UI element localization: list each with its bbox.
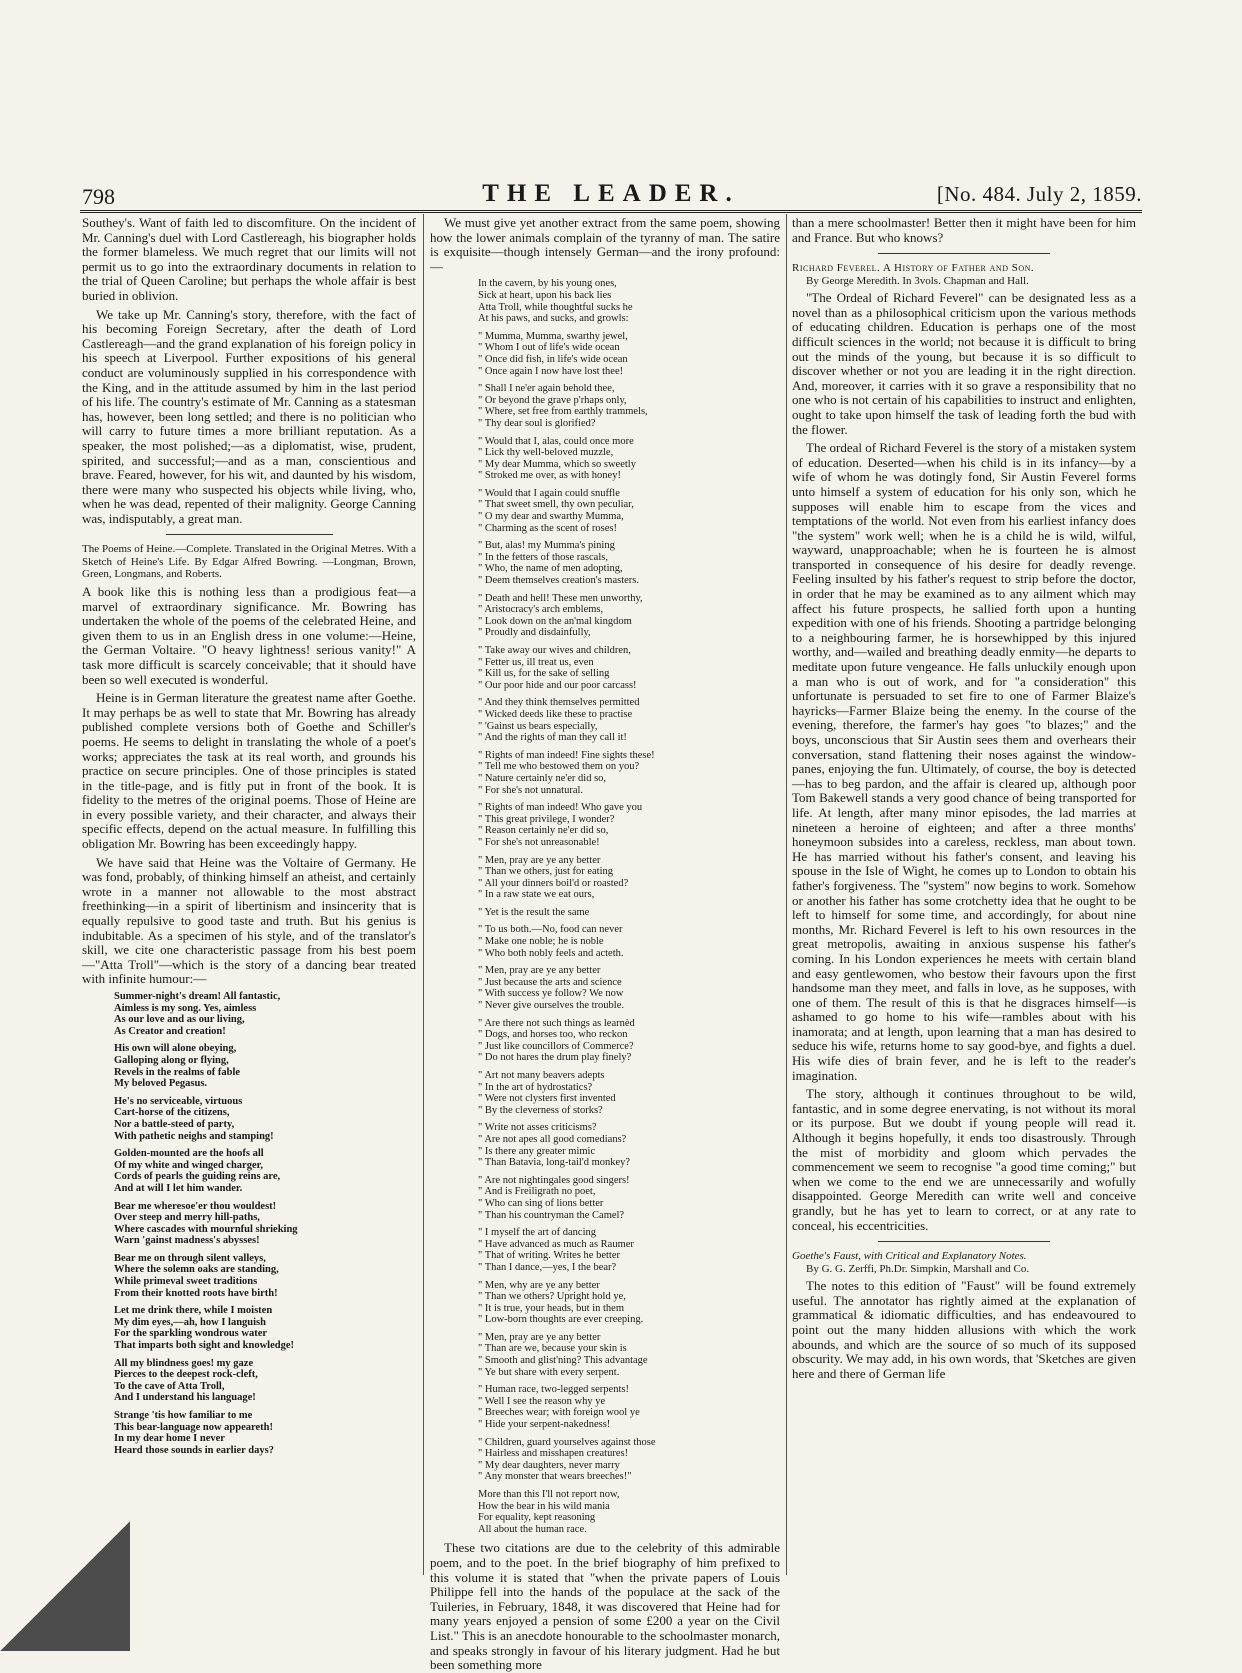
verse-line: " Thy dear soul is glorified? [478, 417, 596, 429]
verse-line: " Wicked deeds like these to practise [478, 708, 633, 720]
verse-line: Of my white and winged charger, [114, 1159, 263, 1171]
verse-line: " It is true, your heads, but in them [478, 1302, 625, 1314]
verse-line: " Would that I, alas, could once more [478, 435, 634, 447]
stanza [114, 1148, 416, 1194]
verse-line: " With success ye follow? We now [478, 988, 624, 1000]
stanza [478, 1280, 780, 1326]
stanza [478, 593, 780, 639]
verse-line: " Human race, two-legged serpents! [478, 1384, 629, 1396]
verse-line: " To us both.—No, food can never [478, 924, 623, 936]
verse-line: " Kill us, for the sake of selling [478, 668, 610, 680]
verse-line: " Are there not such things as learnèd [478, 1017, 635, 1029]
paragraph: than a mere schoolmaster! Better then it might have been for him and France. But who knows? [792, 215, 1136, 245]
verse-line: " Look down on the an'mal kingdom [478, 615, 632, 627]
verse-line: " In the fetters of those rascals, [478, 551, 608, 563]
verse-line: " Than I dance,—yes, I the bear? [478, 1261, 617, 1273]
verse-line: As Creator and creation! [114, 1025, 226, 1037]
stanza [478, 924, 780, 959]
review-heading: The Poems of Heine.—Complete. Translated in the Original Metres. With a Sketch of Heine's Life. By Edgar Alfred Bowring. —Longman, Brown, Green, Longmans, and Roberts. [82, 543, 416, 581]
column-2 [430, 215, 780, 1673]
verse-line: " Take away our wives and children, [478, 645, 631, 656]
verse-line: In the cavern, by his young ones, [478, 278, 617, 290]
verse-line: Strange 'tis how familiar to me [114, 1410, 253, 1421]
paragraph: We take up Mr. Canning's story, therefore, with the fact of his becoming Foreign Secretary, after the death of Lord Castlereagh—and the grand explanation of his foreign policy in his speech at Liverpool. Further expositions of his general conduct are voluminously supplied in his correspondence with the King, and in the attitude assumed by him in the last period of his life. The country's estimate of Mr. Canning as a statesman has, however, been long settled; and there is no politician who will carry to future times a more brilliant reputation. As a speaker, the most polished;—as a diplomatist, wise, prudent, spirited, and successful;—and as a man, conscientious and brave. Feared, however, for his wit, and daunted by his wisdom, there were many who suspected his objects while living, who, when he was dead, repented of their malignity. George Canning was, indisputably, a great man. [82, 306, 416, 526]
verse-line: For equality, kept reasoning [478, 1512, 596, 1524]
verse-line: " Low-born thoughts are ever creeping. [478, 1314, 644, 1326]
verse-line: " Were not clysters first invented [478, 1093, 616, 1105]
verse-line: In my dear home I never [114, 1433, 225, 1445]
verse-line: " Yet is the result the same [478, 906, 590, 918]
verse-line: At his paws, and sucks, and growls: [478, 313, 629, 325]
verse-line: Galloping along or flying, [114, 1054, 229, 1066]
column-divider [786, 214, 787, 1575]
verse-line: " Rights of man indeed! Who gave you [478, 802, 643, 814]
verse-line: " This great privilege, I wonder? [478, 813, 615, 825]
masthead: THE LEADER. [482, 180, 740, 207]
verse-line: " Whom I out of life's wide ocean [478, 342, 620, 354]
paragraph: A book like this is nothing less than a prodigious feat—a marvel of extraordinary significance. Mr. Bowring has undertaken the whole of the poems of the celebrated Heine, and given them to us in an English dress in one volume:—Heine, the German Voltaire. "O heavy lightness! serious vanity!" A task more difficult is scarcely conceivable; that it should have been so well executed is wonderful. [82, 583, 416, 687]
verse-line: Nor a battle-steed of party, [114, 1118, 235, 1130]
paragraph: Southey's. Want of faith led to discomfiture. On the incident of Mr. Canning's duel with Lord Castlereagh, his biographer holds the former blameless. We much regret that our limits will not permit us to go into the extraordinary documents in relation to the trial of Queen Caroline; but perhaps the whole affair is best buried in oblivion. [82, 215, 416, 303]
verse-line: " And is Freiligrath no poet, [478, 1186, 596, 1198]
verse-line: Cords of pearls the guiding reins are, [114, 1171, 281, 1183]
stanza [478, 1384, 780, 1430]
verse-line: Golden-mounted are the hoofs all [114, 1148, 264, 1160]
verse-line: " Stroked me over, as with honey! [478, 470, 621, 482]
stanza [114, 1305, 416, 1351]
verse-line: " Tell me who bestowed them on you? [478, 761, 640, 773]
verse-line: " For she's not unreasonable! [478, 836, 600, 848]
paragraph: Heine is in German literature the greatest name after Goethe. It may perhaps be as well to state that Mr. Bowring has already published complete versions both of Goethe and Schiller's poems. He seems to delight in translating the whole of a poet's works; appreciates the task at its real worth, and grounds his practice on secure principles. One of those principles is stated in the title-page, and is fitly put in front of the book. It is fidelity to the metres of the original poems. Those of Heine are in every possible variety, and their character, and always their specific effects, depend on the actual measure. In fulfilling this obligation Mr. Bowring has been exceedingly happy. [82, 690, 416, 852]
verse-line: He's no serviceable, virtuous [114, 1095, 243, 1107]
verse-line: Atta Troll, while thoughtful sucks he [478, 301, 633, 313]
verse-line: All about the human race. [478, 1523, 587, 1535]
verse-line: From their knotted roots have birth! [114, 1287, 278, 1299]
verse-line: " Ye but share with every serpent. [478, 1366, 620, 1378]
stanza [478, 1018, 780, 1064]
column-divider [423, 214, 424, 1575]
issue-info: [No. 484. July 2, 1859. [936, 182, 1142, 206]
verse-line: " Art not many beavers adepts [478, 1070, 605, 1081]
verse-line: " Shall I ne'er again behold thee, [478, 383, 615, 395]
verse-line: My beloved Pegasus. [114, 1078, 208, 1090]
verse-line: " Proudly and disdainfully, [478, 627, 591, 639]
poem-excerpt [430, 278, 780, 1535]
verse-line: " Men, pray are ye any better [478, 854, 601, 866]
review-subtitle: By G. G. Zerffi, Ph.Dr. Simpkin, Marshall and Co. [806, 1262, 1030, 1275]
stanza [478, 1489, 780, 1535]
verse-line: As our love and as our living, [114, 1014, 245, 1026]
verse-line: " Men, pray are ye any better [478, 965, 601, 977]
verse-line: " Rights of man indeed! Fine sights these! [478, 749, 655, 761]
verse-line: All my blindness goes! my gaze [114, 1357, 254, 1369]
verse-line: " Charming as the scent of roses! [478, 522, 618, 534]
paragraph: These two citations are due to the celebrity of this admirable poem, and to the poet. In the brief biography of him prefixed to this volume it is stated that "when the private papers of Louis Philippe fell into the hands of the populace at the sack of the Tuileries, in February, 1848, it was discovered that Heine had for many years enjoyed a pension of some £200 a year on the Civil List." This is an anecdote honourable to the schoolmaster monarch, and speaks strongly in favour of his literary judgment. Had he but been something more [430, 1540, 780, 1673]
stanza [478, 488, 780, 534]
stanza [478, 965, 780, 1011]
verse-line: " Deem themselves creation's masters. [478, 575, 640, 587]
column-3 [792, 216, 1136, 1575]
verse-line: " Children, guard yourselves against those [478, 1436, 656, 1448]
verse-line: " Is there any greater mimic [478, 1145, 596, 1157]
paragraph: The ordeal of Richard Feverel is the story of a mistaken system of education. Deserted—when his child is in its infancy—by a wife of whom he was dotingly fond, Sir Austin Feverel forms unto himself a system of education for his only son, which he supposes will enable him to escape from the vices and temptations of the world. Not even from his earliest infancy does "the system" work well; when he is a child he is wild, wilful, wayward, unapproachable; when he is fourteen he is almost transported in consequence of his desire for deadly revenge. Feeling insulted by his father's request to strip before the doctor, in order that he may be examined as to any ailment which may affect his future prospects, he sallied forth upon a hunting expedition with one of his friends. Shooting a partridge belonging to a neighbouring farmer, he is horsewhipped by this injured worthy, and—wailed and breathing deadly enmity—he departs to meditate upon future vengeance. He falls unluckily enough upon a man who is out of work, and for "a consideration" this unfortunate is persuaded to set fire to one of Farmer Blaize's hayricks—Farmer Blaize being the enemy. In the course of the evening, therefore, the farmer's hay goes "to blazes;" and the boys, unconscious that Sir Austin sees them and overhears their conversation, stand flattening their noses against the window-panes, enjoying the fun. Ultimately, of course, the boy is detected—has to beg pardon, and the affair is cleared up, although poor Tom Bakewell stands a very good chance of being transported for life. At length, after many minor episodes, the lad marries at nineteen a heroine of eighteen; and after a three months' honeymoon subsides into a careless, reckless, man about town. He has married without his father's consent, and leaving his spouse in the Isle of Wight, he comes up to London to obtain his father's forgiveness. The "system" now begins to work. Somehow or another his father has some crotchetty idea that he ought to be left to himself for some time, and accordingly, for about nine months, Mr. Richard Feverel is left to his own resources in the great metropolis, awaiting in anxious suspense his father's coming. In his London experiences he meets with certain bland and easy gentlewomen, who bestow their favours upon the first handsome man they meet, and falls in love, as he supposes, with one of them. The result of this is that he disgraces himself—is ashamed to go home to his wife—rambles about with his inamorata; and at length, upon learning that a man has desired to seduce his wife, returns home to say good-bye, and fights a duel. His wife dies of brain fever, and he is left to the reader's imagination. [792, 440, 1136, 1083]
stanza [478, 540, 780, 586]
verse-line: " And the rights of man they call it! [478, 732, 627, 744]
stanza [478, 697, 780, 743]
verse-line: With pathetic neighs and stamping! [114, 1130, 274, 1142]
stanza [478, 1227, 780, 1273]
verse-line: " Who, the name of men adopting, [478, 563, 623, 575]
verse-line: " Smooth and glist'ning? This advantage [478, 1355, 648, 1367]
stanza [478, 907, 780, 919]
verse-line: " Mumma, Mumma, swarthy jewel, [478, 330, 628, 342]
scan-corner-shadow [0, 1521, 130, 1651]
verse-line: " Dogs, and horses too, who reckon [478, 1029, 628, 1041]
stanza [114, 1358, 416, 1404]
review-title: Richard Feverel. A History of Father and Son. [792, 262, 1035, 275]
verse-line: " O my dear and swarthy Mumma, [478, 511, 624, 523]
review-subtitle: By George Meredith. In 3vols. Chapman and Hall. [806, 274, 1029, 287]
verse-line: That imparts both sight and knowledge! [114, 1340, 294, 1352]
verse-line: " Than are we, because your skin is [478, 1343, 627, 1355]
verse-line: Warn 'gainst madness's abysses! [114, 1235, 260, 1247]
verse-line: Pierces to the deepest rock-cleft, [114, 1369, 258, 1381]
verse-line: This bear-language now appeareth! [114, 1421, 273, 1433]
section-divider [166, 534, 333, 535]
verse-line: " My dear daughters, never marry [478, 1459, 620, 1471]
section-divider [878, 253, 1050, 254]
verse-line: My dim eyes,—ah, how I languish [114, 1316, 266, 1328]
verse-line: " Any monster that wears breeches!" [478, 1471, 632, 1483]
paragraph: We have said that Heine was the Voltaire of Germany. He was fond, probably, of thinking himself an atheist, and certainly wrote in a manner not allowable to the most abstract freethinking—in a spirit of libertinism and insincerity that is equally repulsive to good taste and truth. But his genius is indubitable. As a specimen of his style, and of the translator's skill, we cite one characteristic passage from his best poem—"Atta Troll"—which is the story of a dancing bear treated with infinite humour:— [82, 854, 416, 987]
verse-line: Revels in the realms of fable [114, 1066, 241, 1078]
verse-line: " Reason certainly ne'er did so, [478, 825, 609, 837]
stanza [478, 436, 780, 482]
verse-line: " Men, why are ye any better [478, 1279, 600, 1291]
verse-line: His own will alone obeying, [114, 1043, 237, 1055]
verse-line: " Aristocracy's arch emblems, [478, 604, 604, 616]
header-rule [80, 210, 1142, 213]
verse-line: Sick at heart, upon his back lies [478, 289, 612, 301]
verse-line: To the cave of Atta Troll, [114, 1380, 225, 1392]
verse-line: " My dear Mumma, which so sweetly [478, 458, 636, 470]
verse-line: " But, alas! my Mumma's pining [478, 540, 615, 552]
verse-line: Aimless is my song. Yes, aimless [114, 1002, 257, 1014]
verse-line: " Once again I now have lost thee! [478, 365, 624, 377]
verse-line: " Who can sing of lions better [478, 1197, 604, 1209]
stanza [478, 1437, 780, 1483]
verse-line: For the sparkling wondrous water [114, 1328, 268, 1340]
verse-line: " Or beyond the grave p'rhaps only, [478, 394, 627, 406]
verse-line: " By the cleverness of storks? [478, 1104, 603, 1116]
stanza [114, 1253, 416, 1299]
verse-line: " Do not hares the drum play finely? [478, 1052, 632, 1064]
verse-line: " That of writing. Writes he better [478, 1250, 620, 1262]
verse-line: " Than Batavia, long-tail'd monkey? [478, 1157, 631, 1169]
verse-line: " Just because the arts and science [478, 976, 622, 988]
verse-line: " Than we others, just for eating [478, 866, 614, 878]
verse-line: " Are not apes all good comedians? [478, 1133, 627, 1145]
stanza [478, 383, 780, 429]
verse-line: " All your dinners boil'd or roasted? [478, 877, 629, 889]
paragraph: The notes to this edition of "Faust" will be found extremely useful. The annotator has rightly aimed at the explanation of grammatical & idiomatic difficulties, and has endeavoured to point out the many hidden allusions with which the work abounds, and which are the source of so much of its supposed obscurity. We may add, in his own words, that 'Sketches are given here and there of German life [792, 1278, 1136, 1381]
stanza [114, 1096, 416, 1142]
review-heading [792, 262, 1136, 287]
verse-line: " Well I see the reason why ye [478, 1395, 606, 1407]
stanza [478, 278, 780, 324]
verse-line: " Death and hell! These men unworthy, [478, 592, 643, 604]
verse-line: More than this I'll not report now, [478, 1489, 620, 1500]
verse-line: Summer-night's dream! All fantastic, [114, 991, 281, 1002]
verse-line: " Men, pray are ye any better [478, 1331, 601, 1343]
verse-line: " That sweet smell, thy own peculiar, [478, 499, 634, 511]
verse-line: " Never give ourselves the trouble. [478, 1000, 624, 1012]
verse-line: Over steep and merry hill-paths, [114, 1212, 260, 1224]
stanza [478, 1122, 780, 1168]
verse-line: " Hide your serpent-nakedness! [478, 1419, 611, 1431]
page-header [80, 178, 1142, 208]
verse-line: " Our poor hide and our poor carcass! [478, 679, 637, 691]
stanza [478, 750, 780, 796]
paragraph: "The Ordeal of Richard Feverel" can be designated less as a novel than as a philosophical criticism upon the various methods of educating children. Education is perhaps one of the most difficult sciences in the world; not because it is difficult to bring out the minds of the young, but because it is so difficult to discover whether or not you are leading it in the right direction. And, moreover, it carries with it so grave a responsibility that no one who is not certain of his capabilities to instruct and enlighten, ought to take upon himself the task of leading forth the bud with the flower. [792, 290, 1136, 437]
verse-line: " Lick thy well-beloved muzzle, [478, 447, 614, 459]
verse-line: " 'Gainst us bears especially, [478, 720, 598, 732]
stanza [478, 331, 780, 377]
verse-line: " Breeches wear; with foreign wool ye [478, 1407, 640, 1419]
poem-excerpt [82, 991, 416, 1456]
section-divider [878, 1241, 1050, 1242]
verse-line: " Make one noble; he is noble [478, 936, 604, 948]
verse-line: " For she's not unnatural. [478, 784, 584, 796]
review-heading [792, 1250, 1136, 1275]
stanza [478, 1070, 780, 1116]
verse-line: " Write not asses criticisms? [478, 1122, 597, 1134]
verse-line: " In a raw state we eat ours, [478, 889, 595, 901]
verse-line: " Would that I again could snuffle [478, 487, 620, 499]
verse-line: " Once did fish, in life's wide ocean [478, 353, 628, 365]
stanza [114, 1201, 416, 1247]
verse-line: Where cascades with mournful shrieking [114, 1223, 298, 1235]
verse-line: " Have advanced as much as Raumer [478, 1238, 634, 1250]
verse-line: " I myself the art of dancing [478, 1227, 596, 1239]
page-number: 798 [82, 184, 115, 209]
verse-line: While primeval sweet traditions [114, 1276, 258, 1288]
column-1 [82, 216, 416, 1575]
stanza [478, 645, 780, 691]
verse-line: " And they think themselves permitted [478, 697, 640, 709]
verse-line: How the bear in his wild mania [478, 1500, 610, 1512]
stanza [478, 1175, 780, 1221]
verse-line: " Than we others? Upright hold ye, [478, 1291, 626, 1303]
review-title: Goethe's Faust, with Critical and Explanatory Notes. [792, 1250, 1027, 1263]
stanza [114, 1410, 416, 1456]
stanza [478, 802, 780, 848]
paragraph: We must give yet another extract from the same poem, showing how the lower animals complain of the tyranny of man. The satire is exquisite—though intensely German—and the irony profound:— [430, 215, 780, 274]
verse-line: " Just like councillors of Commerce? [478, 1040, 634, 1052]
verse-line: And at will I let him wander. [114, 1182, 243, 1194]
verse-line: " Fetter us, ill treat us, even [478, 656, 594, 668]
verse-line: " Nature certainly ne'er did so, [478, 772, 607, 784]
verse-line: And I understand his language! [114, 1392, 256, 1404]
verse-line: Where the solemn oaks are standing, [114, 1264, 279, 1276]
verse-line: " Than his countryman the Camel? [478, 1209, 625, 1221]
verse-line: " Are not nightingales good singers! [478, 1174, 630, 1186]
stanza [114, 991, 416, 1037]
verse-line: " Who both nobly feels and acteth. [478, 947, 624, 959]
verse-line: " Hairless and misshapen creatures! [478, 1448, 629, 1460]
verse-line: Heard those sounds in earlier days? [114, 1444, 274, 1456]
paragraph: The story, although it continues throughout to be wild, fantastic, and in some degree enervating, is not without its moral or its purpose. But we doubt if young people will read it. Although it begins hopefully, it ends too disastrously. Through the mist of morbidity and gloom which pervades the commencement we seem to recognise "a good time coming;" but when we come to the end we are unnecessarily and wofully disappointed. George Meredith can write well and conceive grandly, but he has yet to learn to correct, or at any rate to conceal, his eccentricities. [792, 1086, 1136, 1233]
verse-line: " Where, set free from earthly trammels, [478, 406, 648, 418]
stanza [114, 1043, 416, 1089]
verse-line: Bear me wheresoe'er thou wouldest! [114, 1200, 277, 1212]
verse-line: Cart-horse of the citizens, [114, 1107, 230, 1119]
stanza [478, 1332, 780, 1378]
verse-line: Let me drink there, while I moisten [114, 1305, 273, 1317]
verse-line: Bear me on through silent valleys, [114, 1252, 266, 1264]
stanza [478, 855, 780, 901]
verse-line: " In the art of hydrostatics? [478, 1081, 593, 1093]
